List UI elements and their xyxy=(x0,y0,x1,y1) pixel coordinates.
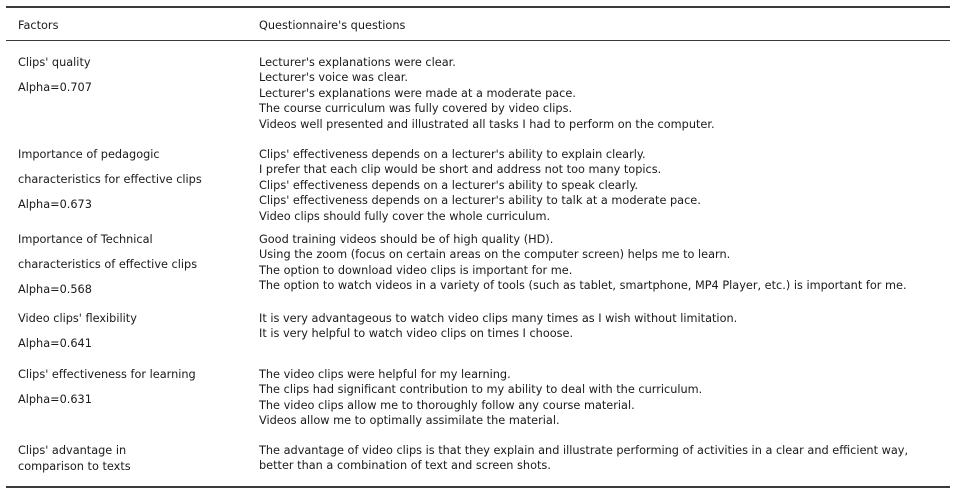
question-text: Videos allow me to optimally assimilate the material. xyxy=(259,414,560,428)
questions-cell xyxy=(259,232,939,294)
factor-alpha: Alpha=0.641 xyxy=(18,337,92,350)
question-text: Clips' effectiveness depends on a lecturer's ability to talk at a moderate pace. xyxy=(259,194,701,208)
question-text: It is very advantageous to watch video clips many times as I wish without limitation. xyxy=(259,312,738,325)
factor-name: Clips' advantage in xyxy=(18,444,127,457)
question-text: Lecturer's voice was clear. xyxy=(259,71,408,85)
factor-name: characteristics of effective clips xyxy=(18,258,198,271)
factor-alpha: Alpha=0.568 xyxy=(18,283,92,296)
factor-name: comparison to texts xyxy=(18,459,131,473)
factor-cell xyxy=(18,227,248,302)
question-text: Video clips should fully cover the whole curriculum. xyxy=(259,209,551,223)
factor-name: Clips' effectiveness for learning xyxy=(18,368,196,381)
question-text: The option to watch videos in a variety of tools (such as tablet, smartphone, MP4 Player, etc.) is important for me. xyxy=(259,279,907,293)
factor-name: Video clips' flexibility xyxy=(18,312,137,325)
questions-cell xyxy=(259,443,939,474)
question-text: Clips' effectiveness depends on a lecturer's ability to explain clearly. xyxy=(259,148,646,161)
question-text: I prefer that each clip would be short and address not too many topics. xyxy=(259,163,662,177)
factor-name: Importance of Technical xyxy=(18,233,153,246)
factor-alpha: Alpha=0.631 xyxy=(18,393,92,406)
table-top-rule xyxy=(6,6,950,8)
questions-cell xyxy=(259,55,939,132)
questions-cell xyxy=(259,367,939,429)
question-text: Using the zoom (focus on certain areas on the computer screen) helps me to learn. xyxy=(259,248,731,262)
factor-alpha: Alpha=0.707 xyxy=(18,81,92,94)
question-text: better than a combination of text and screen shots. xyxy=(259,459,551,473)
question-text: The clips had significant contribution to my ability to deal with the curriculum. xyxy=(259,383,703,397)
factor-cell xyxy=(18,50,248,100)
question-text: The course curriculum was fully covered by video clips. xyxy=(259,102,573,116)
question-text: The video clips were helpful for my learning. xyxy=(259,368,511,381)
question-text: The video clips allow me to thoroughly follow any course material. xyxy=(259,398,635,412)
factor-cell xyxy=(18,142,248,217)
questions-cell xyxy=(259,311,939,342)
factor-cell xyxy=(18,362,248,412)
table-bottom-rule xyxy=(6,486,950,488)
question-text: Good training videos should be of high quality (HD). xyxy=(259,233,554,246)
factor-alpha: Alpha=0.673 xyxy=(18,198,92,211)
header-rule xyxy=(6,40,950,41)
factor-cell xyxy=(18,443,248,474)
factor-name: characteristics for effective clips xyxy=(18,173,202,186)
header-questions: Questionnaire's questions xyxy=(259,19,406,32)
question-text: Lecturer's explanations were clear. xyxy=(259,56,456,69)
factor-cell xyxy=(18,306,248,356)
questions-cell xyxy=(259,147,939,224)
question-text: The advantage of video clips is that they explain and illustrate performing of activities in a clear and efficient way, xyxy=(259,444,909,457)
factor-name: Importance of pedagogic xyxy=(18,148,160,161)
question-text: Videos well presented and illustrated all tasks I had to perform on the computer. xyxy=(259,117,715,131)
question-text: The option to download video clips is important for me. xyxy=(259,263,573,277)
question-text: It is very helpful to watch video clips on times I choose. xyxy=(259,327,574,341)
question-text: Clips' effectiveness depends on a lecturer's ability to speak clearly. xyxy=(259,178,639,192)
factor-name: Clips' quality xyxy=(18,56,91,69)
question-text: Lecturer's explanations were made at a moderate pace. xyxy=(259,86,576,100)
header-factors: Factors xyxy=(18,19,59,32)
